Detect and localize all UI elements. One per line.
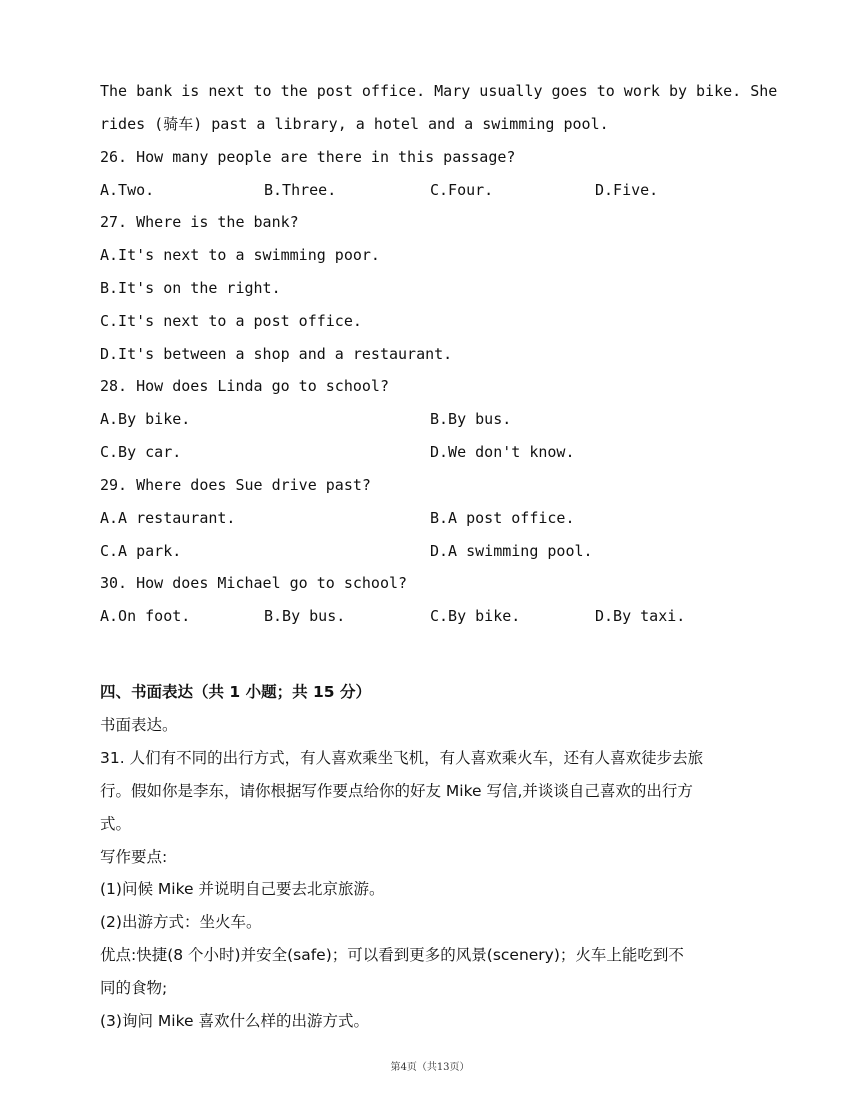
section-4-heading: 四、书面表达（共 1 小题；共 15 分） (100, 683, 371, 701)
writing-point-2-detail-2: 同的食物; (100, 979, 168, 997)
question-27-option-c: C.It's next to a post office. (100, 312, 362, 330)
writing-point-3: (3)询问 Mike 喜欢什么样的出游方式。 (100, 1012, 369, 1030)
writing-points-title: 写作要点: (100, 848, 168, 866)
question-28-option-b: B.By bus. (430, 410, 512, 428)
question-27-option-b: B.It's on the right. (100, 279, 281, 297)
passage-line-2: rides (骑车) past a library, a hotel and a swimming pool. (100, 115, 609, 133)
question-26-option-d: D.Five. (595, 181, 659, 199)
question-31-line-2: 行。假如你是李东，请你根据写作要点给你的好友 Mike 写信,并谈谈自己喜欢的出行方 (100, 782, 693, 800)
question-29-option-c: C.A park. (100, 542, 182, 560)
question-26-option-a: A.Two. (100, 181, 155, 199)
question-29-option-b: B.A post office. (430, 509, 575, 527)
question-30-option-c: C.By bike. (430, 607, 521, 625)
question-28-option-d: D.We don't know. (430, 443, 575, 461)
question-27-option-d: D.It's between a shop and a restaurant. (100, 345, 453, 363)
question-26-option-b: B.Three. (264, 181, 337, 199)
question-30-option-b: B.By bus. (264, 607, 346, 625)
question-28-stem: 28. How does Linda go to school? (100, 377, 389, 395)
passage-line-1: The bank is next to the post office. Mary usually goes to work by bike. She (100, 82, 778, 100)
question-28-option-c: C.By car. (100, 443, 182, 461)
question-27-option-a: A.It's next to a swimming poor. (100, 246, 380, 264)
question-30-option-a: A.On foot. (100, 607, 191, 625)
question-29-stem: 29. Where does Sue drive past? (100, 476, 371, 494)
writing-point-2: (2)出游方式：坐火车。 (100, 913, 262, 931)
question-28-option-a: A.By bike. (100, 410, 191, 428)
question-31-line-1: 31. 人们有不同的出行方式，有人喜欢乘坐飞机，有人喜欢乘火车，还有人喜欢徒步去旅 (100, 749, 704, 767)
section-4-subheading: 书面表达。 (100, 716, 178, 734)
question-30-option-d: D.By taxi. (595, 607, 686, 625)
writing-point-2-detail-1: 优点:快捷(8 个小时)并安全(safe)；可以看到更多的风景(scenery)；火车上能吃到不 (100, 946, 684, 964)
question-27-stem: 27. Where is the bank? (100, 213, 299, 231)
writing-point-1: (1)问候 Mike 并说明自己要去北京旅游。 (100, 880, 385, 898)
question-26-stem: 26. How many people are there in this passage? (100, 148, 516, 166)
question-29-option-d: D.A swimming pool. (430, 542, 593, 560)
page-footer: 第4页（共13页） (390, 1062, 470, 1073)
question-26-option-c: C.Four. (430, 181, 494, 199)
question-30-stem: 30. How does Michael go to school? (100, 574, 408, 592)
question-29-option-a: A.A restaurant. (100, 509, 236, 527)
question-31-line-3: 式。 (100, 815, 132, 833)
